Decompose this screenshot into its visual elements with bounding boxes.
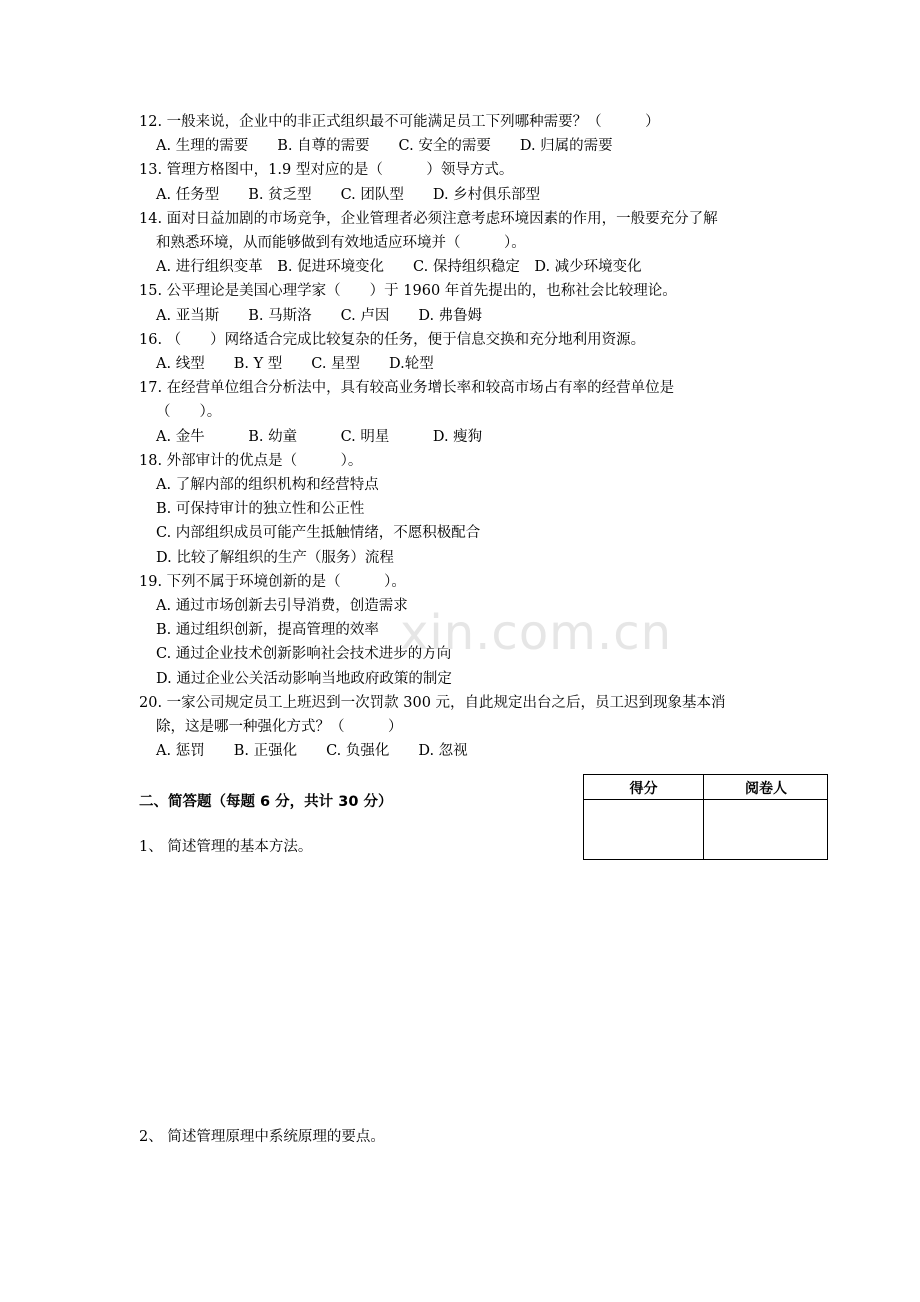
question-options: A. 生理的需要 B. 自尊的需要 C. 安全的需要 D. 归属的需要 [156,138,613,154]
question-options: B. 可保持审计的独立性和公正性 [156,501,365,517]
grader-header: 阅卷人 [745,781,787,797]
question-stem: 12. 一般来说，企业中的非正式组织最不可能满足员工下列哪种需要？（ ） [139,114,660,130]
score-table [583,774,828,860]
short-answer-question-1: 1、 简述管理的基本方法。 [139,839,313,855]
question-options: A. 任务型 B. 贫乏型 C. 团队型 D. 乡村俱乐部型 [156,187,541,203]
question-stem-continued: （ ）。 [156,404,222,420]
question-stem: 19. 下列不属于环境创新的是（ ）。 [139,574,406,590]
question-options: A. 金牛 B. 幼童 C. 明星 D. 瘦狗 [156,429,483,445]
question-stem: 14. 面对日益加剧的市场竞争，企业管理者必须注意考虑环境因素的作用，一般要充分了解 [139,211,718,227]
question-options: A. 亚当斯 B. 马斯洛 C. 卢因 D. 弗鲁姆 [156,308,483,324]
question-options: D. 通过企业公关活动影响当地政府政策的制定 [156,671,452,687]
question-stem-continued: 和熟悉环境，从而能够做到有效地适应环境并（ ）。 [156,235,526,251]
question-options: C. 通过企业技术创新影响社会技术进步的方向 [156,646,452,662]
question-options: C. 内部组织成员可能产生抵触情绪，不愿积极配合 [156,525,481,541]
question-options: A. 了解内部的组织机构和经营特点 [156,477,379,493]
question-stem: 17. 在经营单位组合分析法中，具有较高业务增长率和较高市场占有率的经营单位是 [139,380,675,396]
question-options: A. 惩罚 B. 正强化 C. 负强化 D. 忽视 [156,743,468,759]
watermark: xin.com.cn [400,605,673,661]
question-stem: 18. 外部审计的优点是（ ）。 [139,453,363,469]
score-header: 得分 [629,781,658,797]
question-stem: 13. 管理方格图中，1.9 型对应的是（ ）领导方式。 [139,162,514,178]
question-options: A. 通过市场创新去引导消费，创造需求 [156,598,408,614]
question-options: A. 进行组织变革 B. 促进环境变化 C. 保持组织稳定 D. 减少环境变化 [156,259,642,275]
section-title: 二、简答题（每题 6 分，共计 30 分） [139,794,393,810]
question-stem: 15. 公平理论是美国心理学家（ ）于 1960 年首先提出的，也称社会比较理论。 [139,283,677,299]
question-options: D. 比较了解组织的生产（服务）流程 [156,550,394,566]
question-stem-continued: 除，这是哪一种强化方式？（ ） [156,719,403,735]
short-answer-question-2: 2、 简述管理原理中系统原理的要点。 [139,1129,385,1145]
question-options: A. 线型 B. Y 型 C. 星型 D.轮型 [156,356,434,372]
question-stem: 16. （ ）网络适合完成比较复杂的任务，便于信息交换和充分地利用资源。 [139,332,646,348]
question-stem: 20. 一家公司规定员工上班迟到一次罚款 300 元，自此规定出台之后，员工迟到现象基本消 [139,695,726,711]
question-options: B. 通过组织创新，提高管理的效率 [156,622,379,638]
